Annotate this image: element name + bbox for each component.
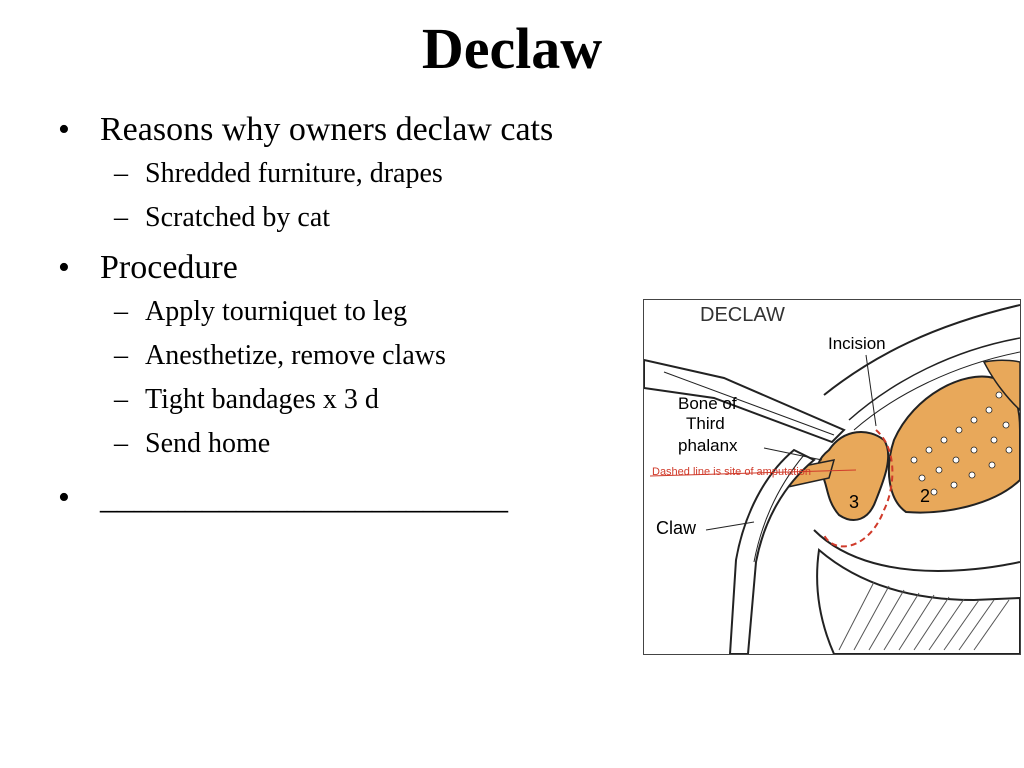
bullet-text: Reasons why owners declaw cats (100, 111, 554, 148)
sub-bullet-text: Send home (145, 428, 271, 459)
sub-bullet-text: Scratched by cat (145, 202, 331, 233)
incision-label: Incision (828, 334, 886, 353)
bullet-marker: • (58, 249, 70, 286)
bullet-procedure (58, 246, 658, 290)
declaw-diagram (643, 299, 1021, 655)
sub-bullet-text: Apply tourniquet to leg (145, 296, 408, 327)
figure-heading: DECLAW (700, 304, 785, 326)
sub-bullet-text: Anesthetize, remove claws (145, 340, 446, 371)
sub-bullet (58, 334, 658, 378)
bone-label-line3: phalanx (678, 436, 738, 455)
blank-answer-line: ________________________ (100, 479, 508, 516)
sub-bullet (58, 422, 658, 466)
phalanx-number-3: 3 (849, 492, 860, 512)
bullet-text: Procedure (100, 249, 238, 286)
slide-title: Declaw (421, 16, 603, 81)
bone-label-line1: Bone of (678, 394, 737, 413)
dash-marker: – (114, 296, 128, 327)
claw-label: Claw (656, 518, 697, 538)
sub-bullet-text: Tight bandages x 3 d (145, 384, 379, 415)
bullet-marker: • (58, 479, 70, 516)
bullet-list (58, 108, 658, 520)
dash-marker: – (114, 384, 128, 415)
dash-marker: – (114, 158, 128, 189)
dash-marker: – (114, 202, 128, 233)
bullet-reasons (58, 108, 658, 152)
bullet-marker: • (58, 111, 70, 148)
bullet-blank (58, 476, 658, 520)
dash-marker: – (114, 428, 128, 459)
sub-bullet (58, 196, 658, 240)
bone-label-line2: Third (686, 414, 725, 433)
sub-bullet (58, 290, 658, 334)
sub-bullet (58, 152, 658, 196)
dash-marker: – (114, 340, 128, 371)
phalanx-number-2: 2 (920, 486, 931, 506)
sub-bullet (58, 378, 658, 422)
sub-bullet-text: Shredded furniture, drapes (145, 158, 443, 189)
amputation-note: Dashed line is site of amputation (652, 466, 811, 478)
